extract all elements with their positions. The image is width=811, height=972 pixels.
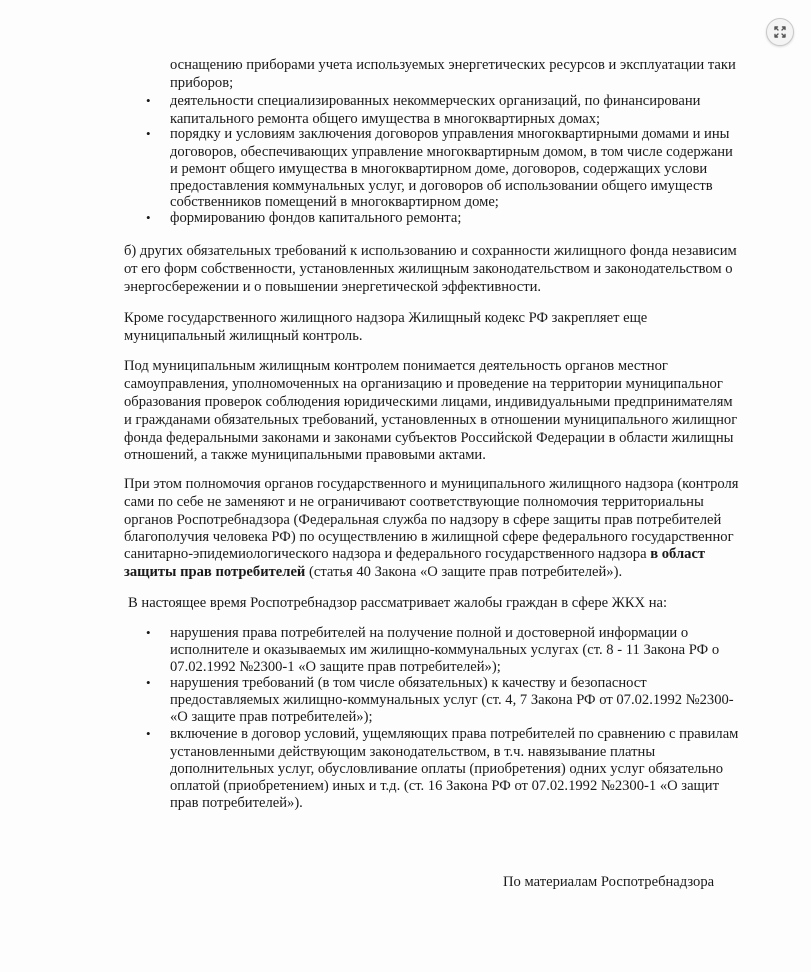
paragraph-line bbox=[124, 563, 752, 581]
bullet-icon: • bbox=[146, 93, 151, 108]
paragraph-text: санитарно-эпидемиологического надзора и федерального государственного надзора bbox=[124, 546, 651, 562]
paragraph-line: Кроме государственного жилищного надзора Жилищный кодекс РФ закрепляет еще bbox=[124, 310, 648, 326]
list-item-text: приборов; bbox=[170, 75, 234, 91]
list-item-text: и ремонт общего имущества в многоквартирном доме, договоров, содержащих услови bbox=[170, 161, 708, 177]
paragraph-line: энергосбережении и о повышении энергетической эффективности. bbox=[124, 279, 542, 295]
bold-text: защиты прав потребителей bbox=[124, 564, 306, 580]
paragraph-line: благополучия человека РФ) по осуществлению в жилищной сфере федерального государственног bbox=[124, 529, 734, 545]
paragraph-line: сами по себе не заменяют и не ограничивают соответствующие полномочия территориальны bbox=[124, 494, 704, 510]
paragraph-line: органов Роспотребнадзора (Федеральная служба по надзору в сфере защиты прав потребителей bbox=[124, 512, 722, 528]
list-item-text: собственников помещений в многоквартирном доме; bbox=[170, 194, 499, 210]
paragraph-line: отношений, а также муниципальными правовыми актами. bbox=[124, 447, 486, 463]
list-item-text: установленными действующим законодательством, в т.ч. навязывание платны bbox=[170, 744, 656, 760]
bullet-icon: • bbox=[146, 126, 151, 141]
bold-text: в област bbox=[650, 546, 706, 562]
bullet-icon: • bbox=[146, 625, 151, 640]
list-item-text: деятельности специализированных некоммерческих организаций, по финансировани bbox=[170, 93, 701, 109]
list-item-text: предоставляемых жилищно-коммунальных услуг (ст. 4, 7 Закона РФ от 07.02.1992 №2300- bbox=[170, 692, 734, 708]
bullet-icon: • bbox=[146, 726, 151, 741]
list-item-text: нарушения права потребителей на получение полной и достоверной информации о bbox=[170, 625, 689, 641]
signature-text: По материалам Роспотребнадзора bbox=[503, 874, 715, 890]
bullet-icon: • bbox=[146, 675, 151, 690]
paragraph-line bbox=[124, 545, 752, 563]
paragraph-text: (статья 40 Закона «О защите прав потребителей»). bbox=[305, 564, 623, 580]
list-item-text: включение в договор условий, ущемляющих права потребителей по сравнению с правилам bbox=[170, 726, 739, 742]
paragraph-line: самоуправления, уполномоченных на организацию и проведение на территории муниципальног bbox=[124, 376, 723, 392]
paragraph-line: фонда федеральными законами и законами субъектов Российской Федерации в области жилищны bbox=[124, 430, 734, 446]
list-item-text: исполнителе и оказываемых им жилищно-коммунальных услугах (ст. 8 - 11 Закона РФ о bbox=[170, 642, 720, 658]
paragraph-line: от его форм собственности, установленных жилищным законодательством и законодательством о bbox=[124, 261, 733, 277]
paragraph-line: образования проверок соблюдения юридическими лицами, индивидуальными предпринимателям bbox=[124, 394, 733, 410]
list-item-text: капитального ремонта общего имущества в многоквартирных домах; bbox=[170, 111, 601, 127]
list-item-text: дополнительных услуг, обусловливание оплаты (приобретения) одних услуг обязательно bbox=[170, 761, 724, 777]
list-item-text: договоров, обеспечивающих управление многоквартирным домом, в том числе содержани bbox=[170, 144, 733, 160]
list-item-text: прав потребителей»). bbox=[170, 795, 303, 811]
list-item-text: оснащению приборами учета используемых энергетических ресурсов и эксплуатации таки bbox=[170, 57, 736, 73]
list-item-text: 07.02.1992 №2300-1 «О защите прав потребителей»); bbox=[170, 659, 501, 675]
paragraph-line: муниципальный жилищный контроль. bbox=[124, 328, 363, 344]
list-item-text: предоставления коммунальных услуг, и договоров об использовании общего имуществ bbox=[170, 178, 713, 194]
list-item-text: порядку и условиям заключения договоров управления многоквартирными домами и ины bbox=[170, 126, 730, 142]
expand-icon bbox=[767, 19, 793, 45]
list-item-text: «О защите прав потребителей»); bbox=[170, 709, 373, 725]
list-item-text: формированию фондов капитального ремонта; bbox=[170, 210, 462, 226]
paragraph-line: В настоящее время Роспотребнадзор рассматривает жалобы граждан в сфере ЖКХ на: bbox=[128, 595, 668, 611]
paragraph-line: б) других обязательных требований к использованию и сохранности жилищного фонда независим bbox=[124, 243, 737, 259]
list-item-text: оплатой (приобретением) иных и т.д. (ст. 16 Закона РФ от 07.02.1992 №2300-1 «О защит bbox=[170, 778, 719, 794]
bullet-icon: • bbox=[146, 210, 151, 225]
paragraph-line: и гражданами обязательных требований, установленных в отношении муниципального жилищног bbox=[124, 412, 738, 428]
paragraph-line: Под муниципальным жилищным контролем понимается деятельность органов местног bbox=[124, 358, 668, 374]
list-item-text: нарушения требований (в том числе обязательных) к качеству и безопасност bbox=[170, 675, 647, 691]
paragraph-line: При этом полномочия органов государственного и муниципального жилищного надзора (контроля bbox=[124, 476, 739, 492]
expand-button[interactable] bbox=[766, 18, 794, 46]
